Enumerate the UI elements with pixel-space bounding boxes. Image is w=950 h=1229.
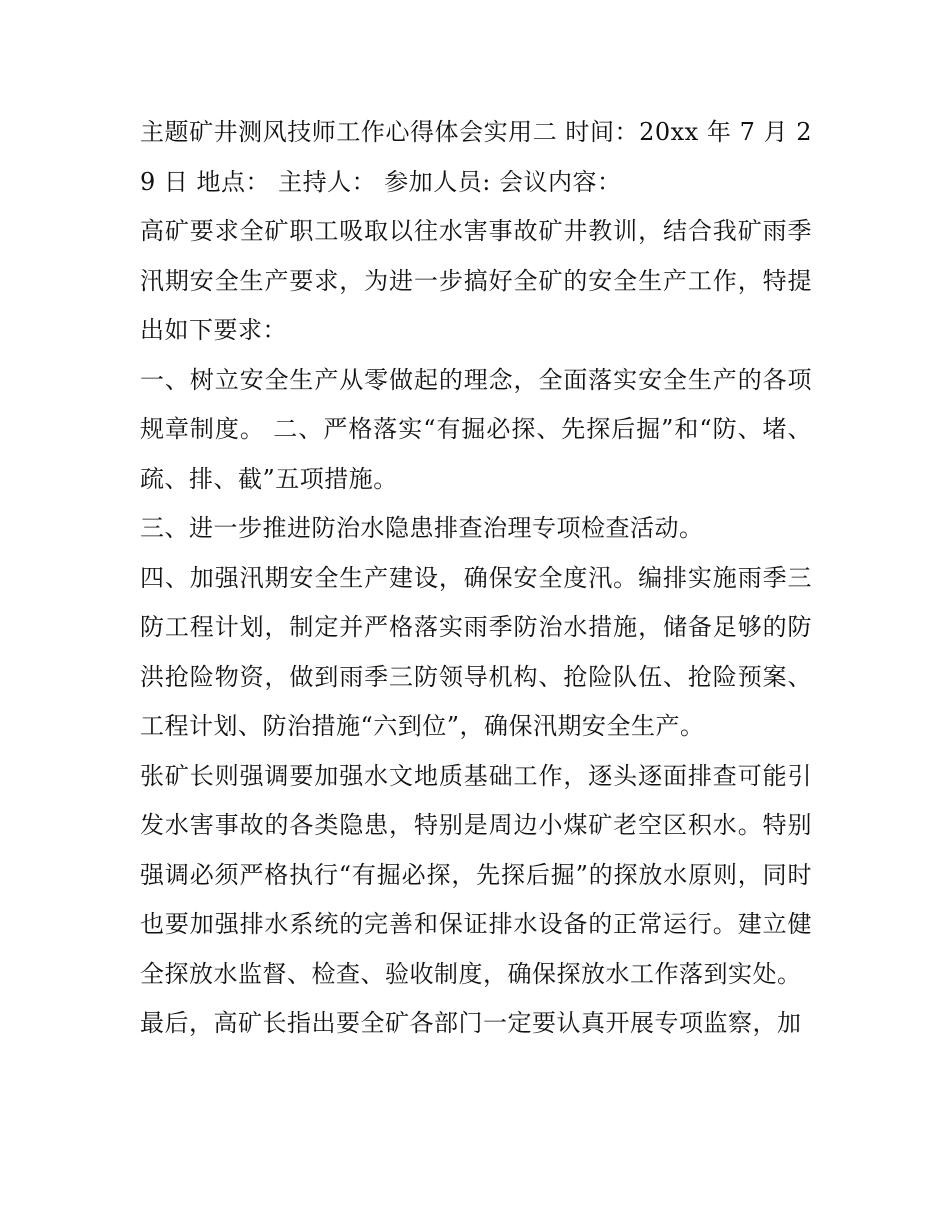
document-body [140, 108, 812, 1049]
intro-paragraph: 高矿要求全矿职工吸取以往水害事故矿井教训，结合我矿雨季汛期安全生产要求，为进一步搞好全矿的安全生产工作，特提出如下要求： [140, 217, 812, 344]
closing-paragraph: 最后，高矿长指出要全矿各部门一定要认真开展专项监察，加 [140, 1009, 802, 1037]
director-zhang-paragraph: 张矿长则强调要加强水文地质基础工作，逐头逐面排查可能引发水害事故的各类隐患，特别是周边小煤矿老空区积水。特别强调必须严格执行“有掘必探，先探后掘”的探放水原则，同时也要加强排水系统的完善和保证排水设备的正常运行。建立健全探放水监督、检查、验收制度，确保探放水工作落到实处。 [140, 761, 812, 988]
meeting-header-paragraph: 主题矿井测风技师工作心得体会实用二 时间：20xx 年 7 月 29 日 地点： 主持人： 参加人员: 会议内容： [140, 118, 812, 196]
requirement-4-paragraph: 四、加强汛期安全生产建设，确保安全度汛。编排实施雨季三防工程计划，制定并严格落实雨季防治水措施，储备足够的防洪抢险物资，做到雨季三防领导机构、抢险队伍、抢险预案、工程计划、防治措施“六到位”，确保汛期安全生产。 [140, 563, 812, 740]
requirements-1-2-paragraph: 一、树立安全生产从零做起的理念，全面落实安全生产的各项规章制度。 二、严格落实“有掘必探、先探后掘”和“防、堵、疏、排、截”五项措施。 [140, 365, 812, 493]
requirement-3-paragraph: 三、进一步推进防治水隐患排查治理专项检查活动。 [140, 514, 704, 542]
